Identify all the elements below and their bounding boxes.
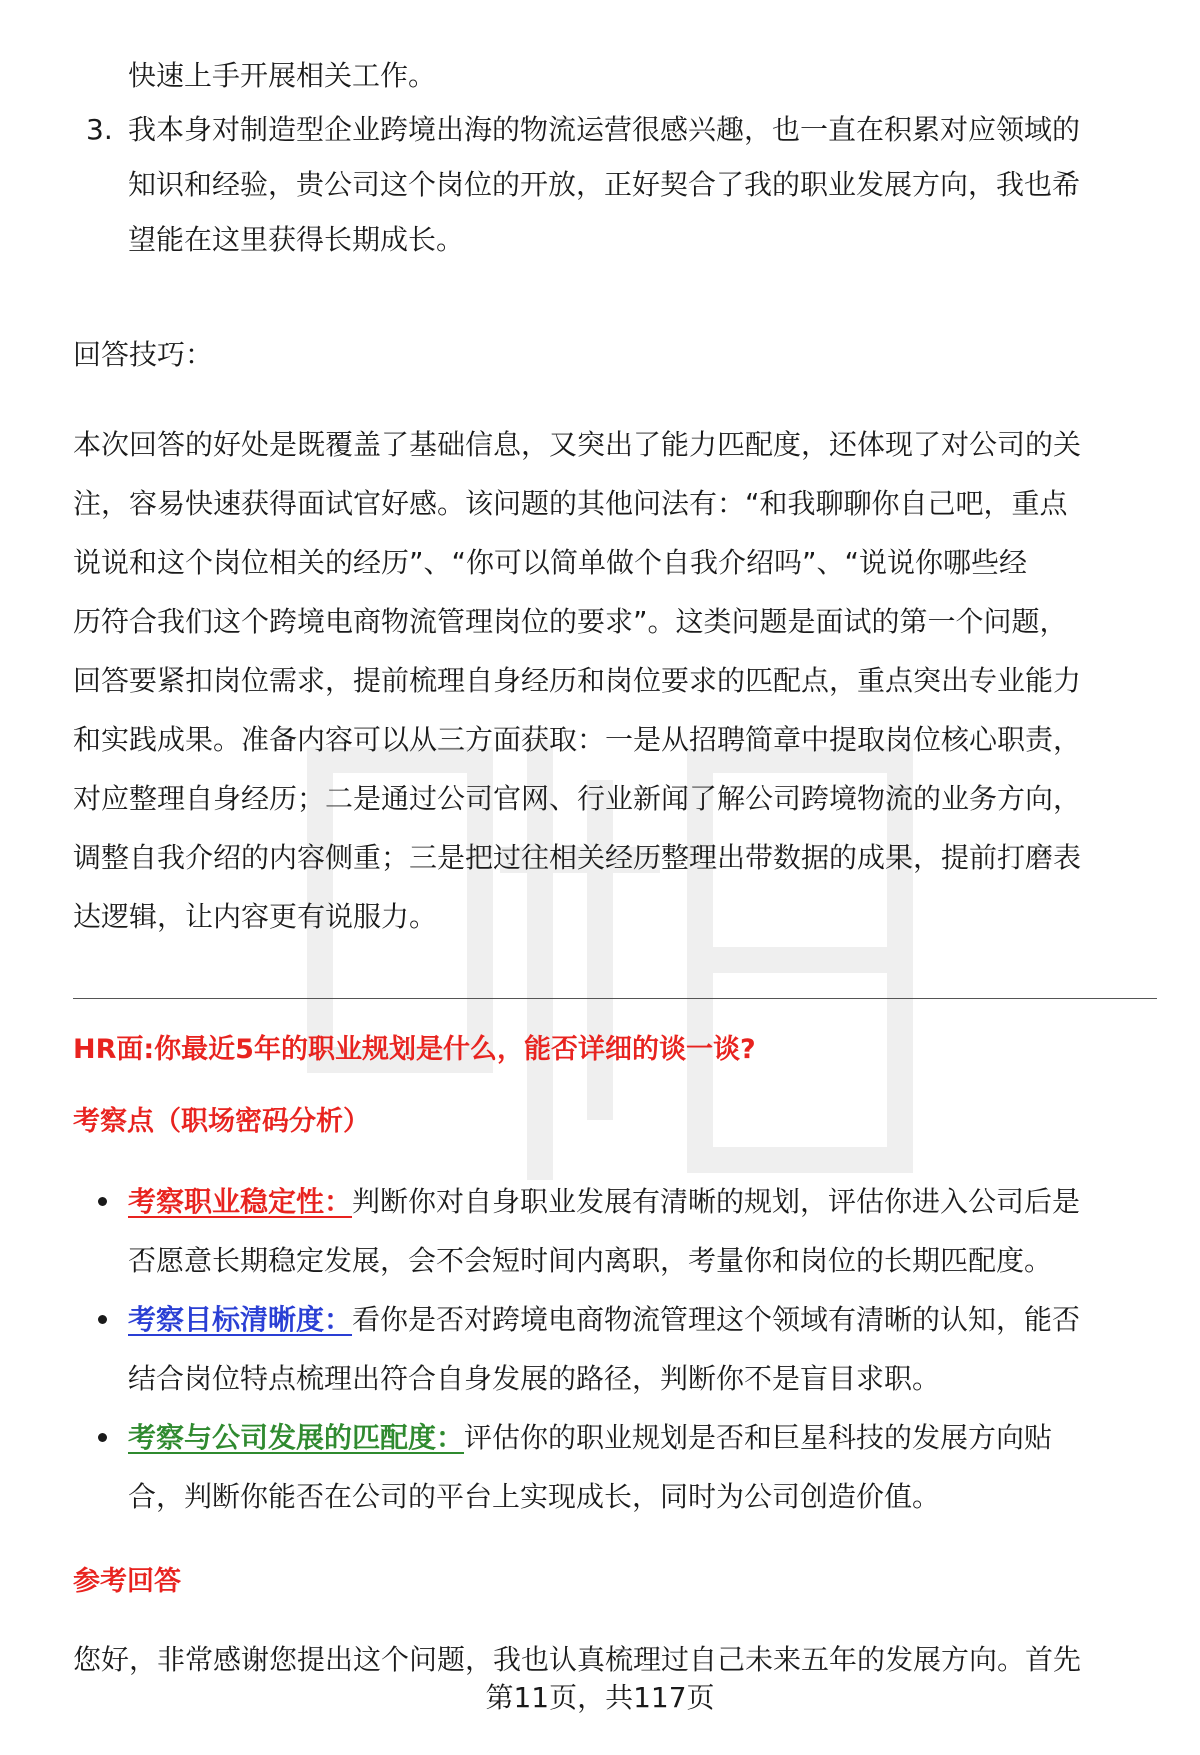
bullet-dot [98,1433,107,1442]
tips-line: 调整自我介绍的内容侧重；三是把过往相关经历整理出带数据的成果，提前打磨表 [73,841,1082,874]
exam-points-heading: 考察点（职场密码分析） [73,1106,370,1137]
bullet-1-tag: 考察职业稳定性： [128,1185,353,1218]
tips-line: 注，容易快速获得面试官好感。该问题的其他问法有：“和我聊聊你自己吧，重点 [73,487,1068,520]
list-item-3-line-3: 望能在这里获得长期成长。 [128,223,465,256]
tips-line: 历符合我们这个跨境电商物流管理岗位的要求”。这类问题是面试的第一个问题， [73,605,1068,638]
bullet-1-line-2: 否愿意长期稳定发展，会不会短时间内离职，考量你和岗位的长期匹配度。 [128,1244,1053,1277]
tips-line: 达逻辑，让内容更有说服力。 [73,900,438,933]
tips-line: 对应整理自身经历；二是通过公司官网、行业新闻了解公司跨境物流的业务方向， [73,782,1082,815]
bullet-2-text: 看你是否对跨境电商物流管理这个领域有清晰的认知，能否 [352,1303,1081,1336]
question-heading: HR面:你最近5年的职业规划是什么，能否详细的谈一谈? [73,1034,756,1065]
intro-continuation: 快速上手开展相关工作。 [128,59,437,92]
tips-line: 本次回答的好处是既覆盖了基础信息，又突出了能力匹配度，还体现了对公司的关 [73,428,1082,461]
bullet-3-line-2: 合，判断你能否在公司的平台上实现成长，同时为公司创造价值。 [128,1480,941,1513]
bullet-dot [98,1315,107,1324]
reference-answer-heading: 参考回答 [73,1566,181,1597]
tips-label: 回答技巧： [73,338,214,371]
bullet-2-line-2: 结合岗位特点梳理出符合自身发展的路径，判断你不是盲目求职。 [128,1362,941,1395]
bullet-2-tag: 考察目标清晰度： [128,1303,353,1336]
bullet-1-text: 判断你对自身职业发展有清晰的规划，评估你进入公司后是 [352,1185,1081,1218]
tips-line: 说说和这个岗位相关的经历”、“你可以简单做个自我介绍吗”、“说说你哪些经 [73,546,1028,579]
list-item-3-line-2: 知识和经验，贵公司这个岗位的开放，正好契合了我的职业发展方向，我也希 [128,168,1081,201]
bullet-dot [98,1197,107,1206]
list-item-3-line-1: 我本身对制造型企业跨境出海的物流运营很感兴趣，也一直在积累对应领域的 [128,113,1081,146]
bullet-3-tag: 考察与公司发展的匹配度： [128,1421,465,1454]
answer-line: 您好，非常感谢您提出这个问题，我也认真梳理过自己未来五年的发展方向。首先 [73,1643,1082,1676]
list-number-3: 3. [86,113,113,146]
page-footer: 第11页，共117页 [485,1681,715,1714]
section-divider [73,998,1157,999]
bullet-3-line-1 [128,1408,1143,1468]
bullet-2-line-1 [128,1290,1143,1350]
bullet-1-line-1 [128,1172,1143,1232]
tips-line: 和实践成果。准备内容可以从三方面获取：一是从招聘简章中提取岗位核心职责， [73,723,1082,756]
bullet-3-text: 评估你的职业规划是否和巨星科技的发展方向贴 [464,1421,1053,1454]
tips-line: 回答要紧扣岗位需求，提前梳理自身经历和岗位要求的匹配点，重点突出专业能力 [73,664,1082,697]
